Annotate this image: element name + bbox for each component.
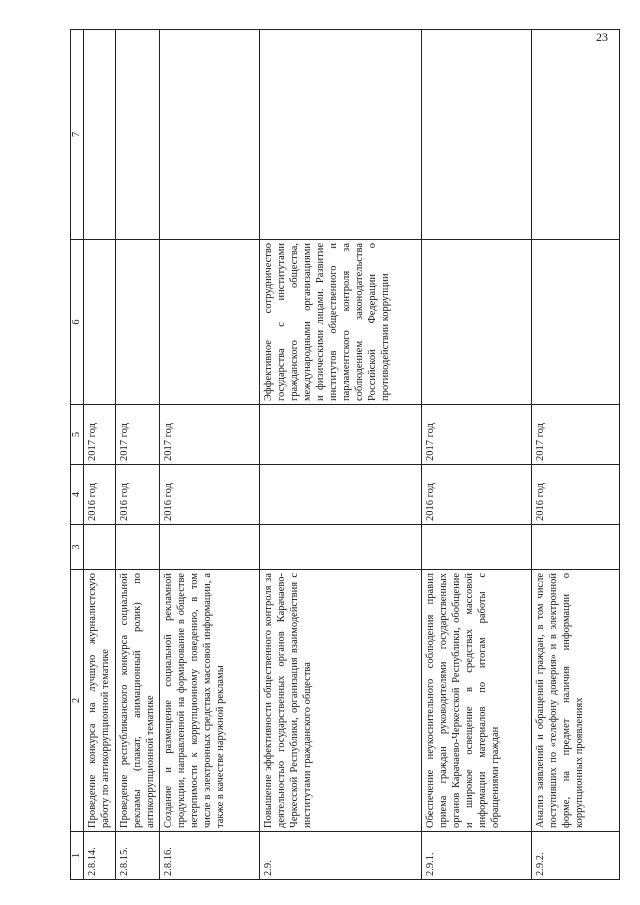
row-end-year xyxy=(260,405,422,465)
header-row xyxy=(71,30,84,880)
row-end-year: 2017 год xyxy=(160,405,260,465)
row-description: Обеспечение неукоснительного соблюдения правил приема граждан руководителями государственных органов Карачаево-Черкесской Республики, обобщение и широкое освещение в средствах массовой информации материалов по итогам работы с обращениями граждан xyxy=(422,570,532,832)
header-col-7: 7 xyxy=(71,30,84,240)
row-end-year: 2017 год xyxy=(422,405,532,465)
row-expected-result: Эффективное сотрудничество государства с институтами гражданского общества, международными организациями и физическими лицами. Развитие институтов общественного и парламентского контроля за соблюдением законодательства Российской Федерации о противодействии коррупции xyxy=(260,240,422,405)
row-number: 2.9.2. xyxy=(532,832,620,880)
row-expected-result xyxy=(160,240,260,405)
row-expected-result xyxy=(532,240,620,405)
header-col-4: 4 xyxy=(71,465,84,525)
row-end-year: 2017 год xyxy=(532,405,620,465)
table-row xyxy=(160,30,260,880)
rotated-table-wrapper xyxy=(70,30,620,880)
header-col-1: 1 xyxy=(71,832,84,880)
row-col-3 xyxy=(422,525,532,570)
row-description: Создание и размещение социальной рекламной продукции, направленной на формирование в обществе нетерпимости к коррупционному поведению, в том числе в электронных средствах массовой информации, а также в качестве наружной рекламы xyxy=(160,570,260,832)
table-row xyxy=(532,30,620,880)
row-col-7 xyxy=(532,30,620,240)
row-col-3 xyxy=(532,525,620,570)
header-col-2: 2 xyxy=(71,570,84,832)
row-description: Анализ заявлений и обращений граждан, в том числе поступивших по «телефону доверия» и в электронной форме, на предмет наличия информации о коррупционных проявлениях xyxy=(532,570,620,832)
row-number: 2.8.16. xyxy=(160,832,260,880)
row-col-3 xyxy=(116,525,160,570)
row-col-7 xyxy=(116,30,160,240)
row-col-7 xyxy=(160,30,260,240)
row-start-year xyxy=(260,465,422,525)
row-col-3 xyxy=(84,525,116,570)
row-end-year: 2017 год xyxy=(84,405,116,465)
table-row xyxy=(116,30,160,880)
row-number: 2.9.1. xyxy=(422,832,532,880)
row-start-year: 2016 год xyxy=(532,465,620,525)
row-number: 2.9. xyxy=(260,832,422,880)
row-number: 2.8.14. xyxy=(84,832,116,880)
table-row xyxy=(84,30,116,880)
row-end-year: 2017 год xyxy=(116,405,160,465)
row-expected-result xyxy=(116,240,160,405)
header-col-6: 6 xyxy=(71,240,84,405)
row-expected-result xyxy=(84,240,116,405)
row-number: 2.8.15. xyxy=(116,832,160,880)
row-expected-result xyxy=(422,240,532,405)
header-col-5: 5 xyxy=(71,405,84,465)
row-col-3 xyxy=(260,525,422,570)
row-col-7 xyxy=(422,30,532,240)
row-start-year: 2016 год xyxy=(116,465,160,525)
row-start-year: 2016 год xyxy=(84,465,116,525)
header-col-3: 3 xyxy=(71,525,84,570)
table-row xyxy=(422,30,532,880)
row-col-7 xyxy=(260,30,422,240)
action-plan-table xyxy=(70,29,620,880)
row-col-3 xyxy=(160,525,260,570)
row-start-year: 2016 год xyxy=(422,465,532,525)
page-number: 23 xyxy=(596,30,608,44)
row-description: Проведение республиканского конкурса социальной рекламы (плакат, анимационный ролик) по антикоррупционной тематике xyxy=(116,570,160,832)
table-row xyxy=(260,30,422,880)
row-description: Повышение эффективности общественного контроля за деятельностью государственных органов Карачаево-Черкесской Республики, организация взаимодействия с институтами гражданского общества xyxy=(260,570,422,832)
row-description: Проведение конкурса на лучшую журналистскую работу по антикоррупционной тематике xyxy=(84,570,116,832)
row-col-7 xyxy=(84,30,116,240)
row-start-year: 2016 год xyxy=(160,465,260,525)
